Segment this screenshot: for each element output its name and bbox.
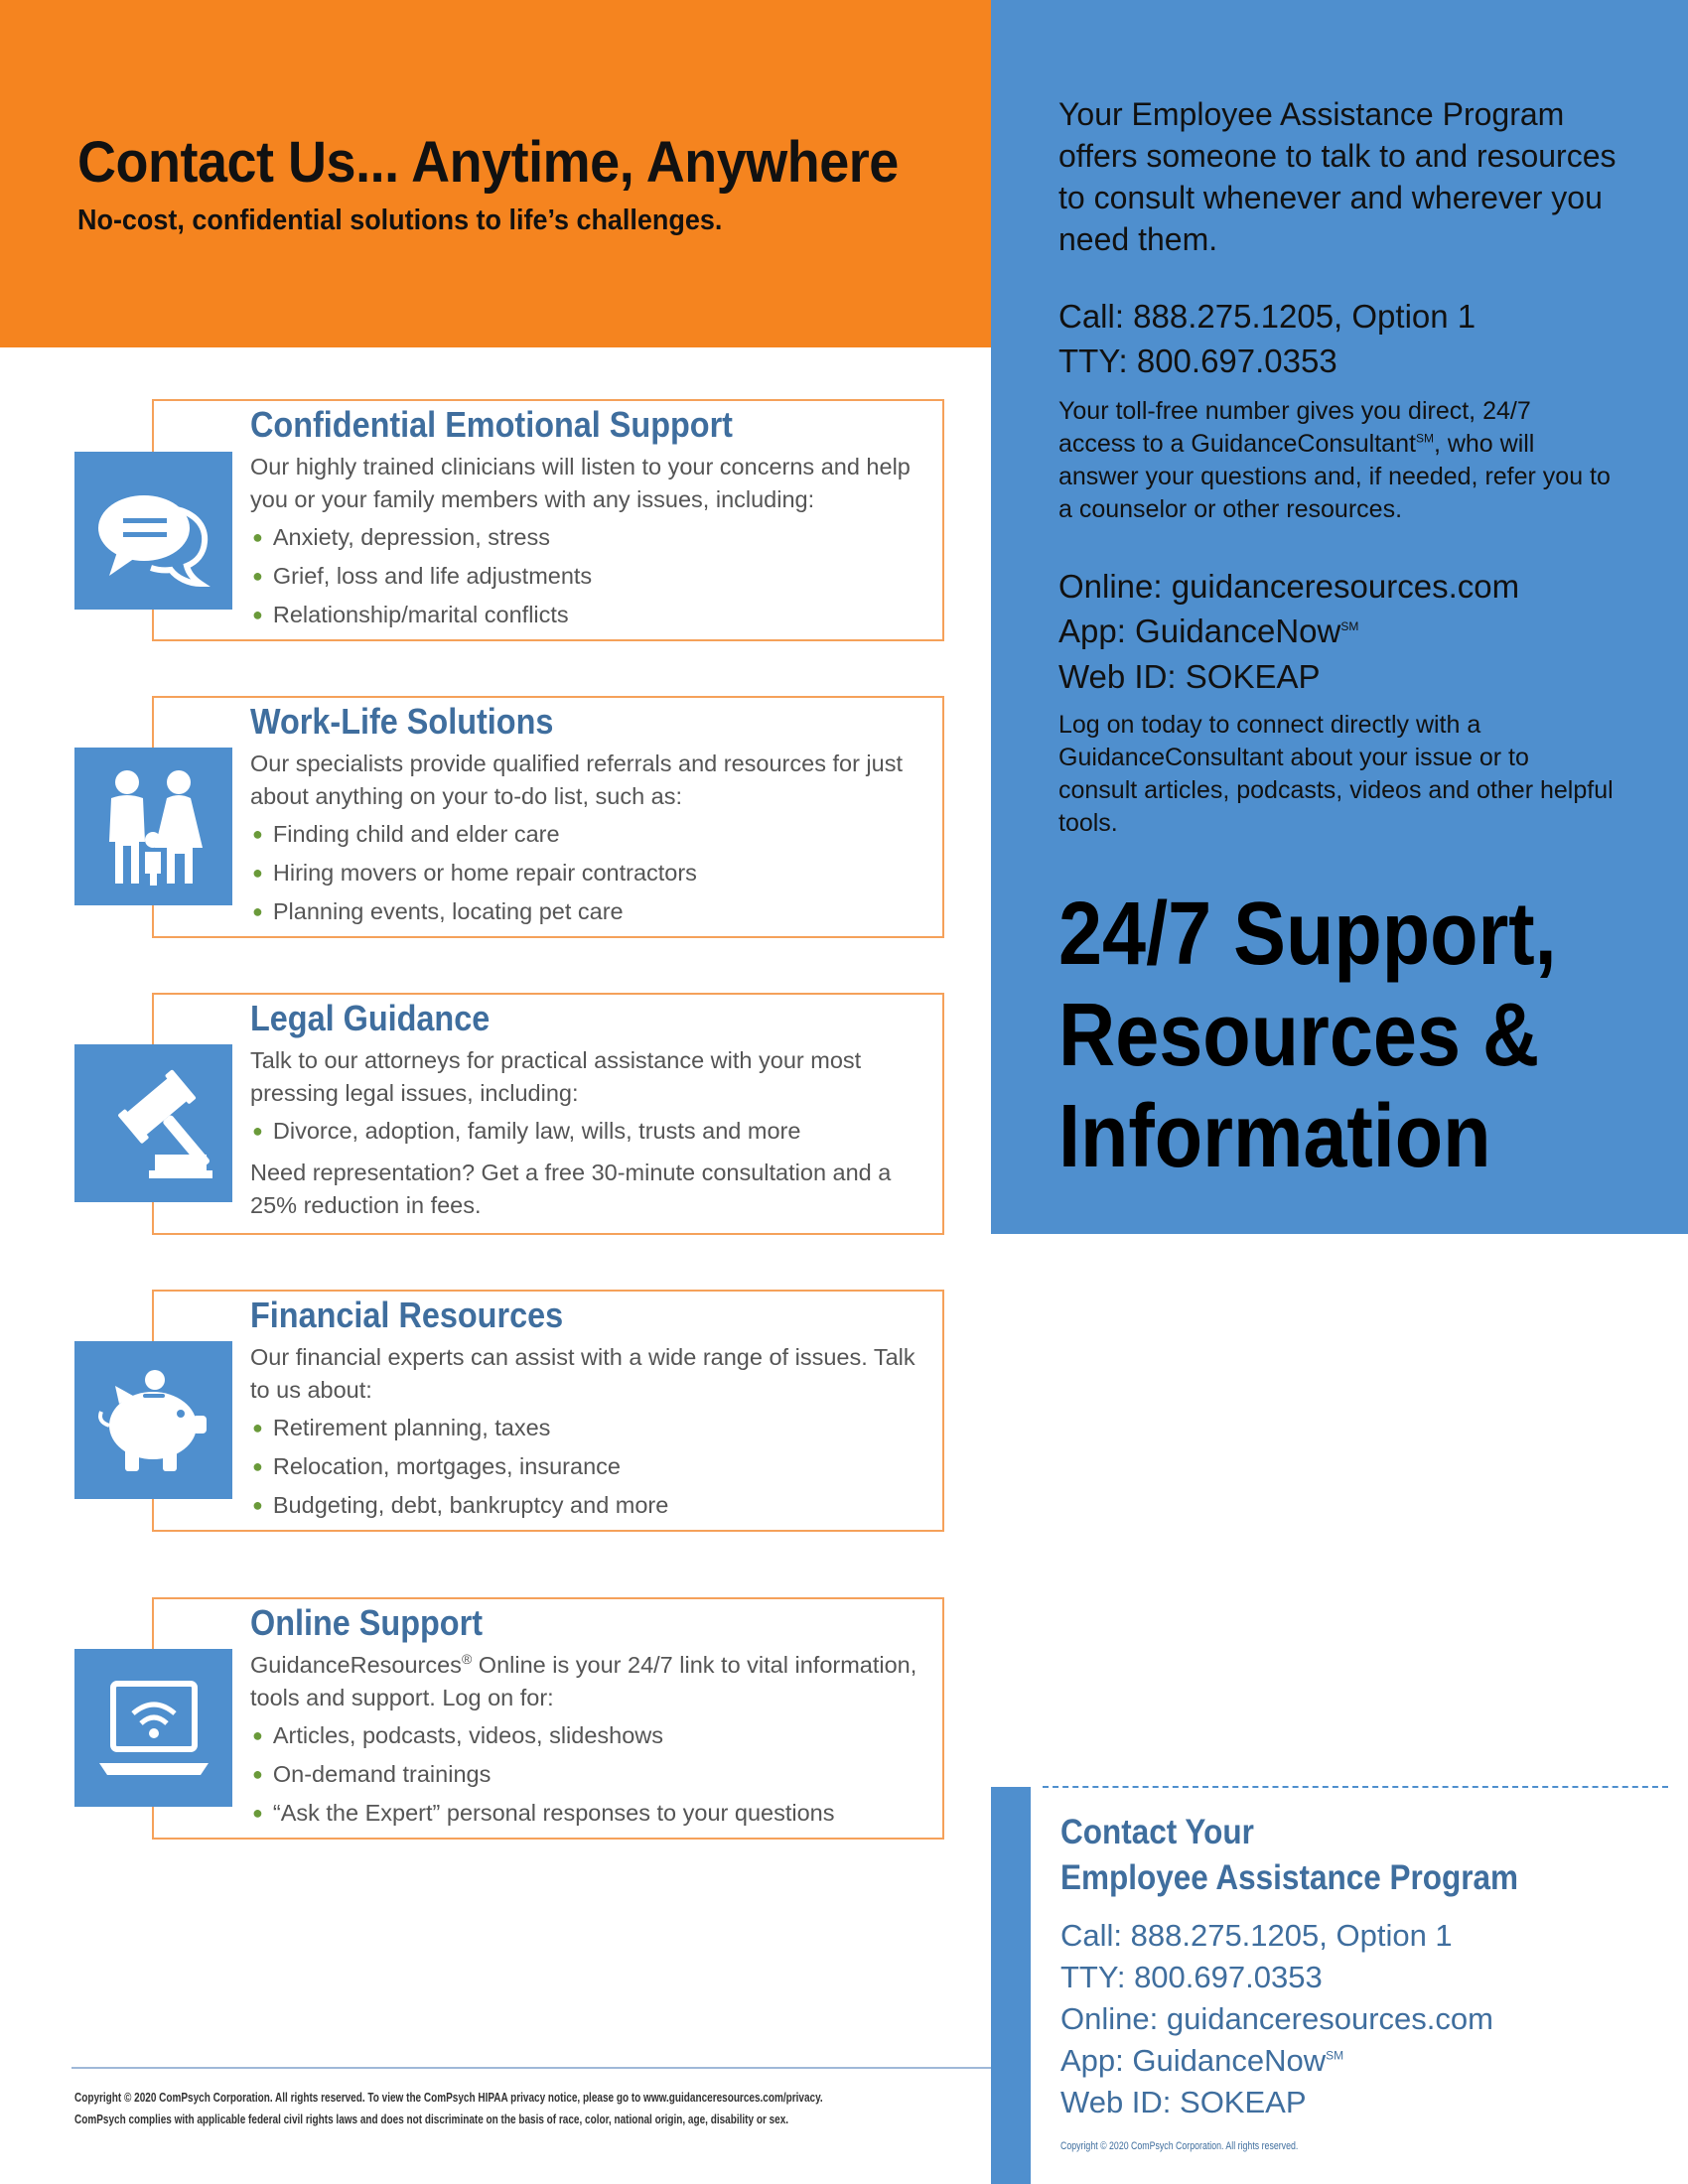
gavel-icon xyxy=(74,1044,232,1202)
info-headline: 24/7 Support, Resources & Information xyxy=(1058,885,1557,1186)
page-subtitle: No-cost, confidential solutions to life’s challenges. xyxy=(77,205,723,236)
list-item: ● Finding child and elder care xyxy=(252,821,560,847)
contact-title: Employee Assistance Program xyxy=(1060,1858,1519,1897)
footer-copyright: Copyright © 2020 ComPsych Corporation. All rights reserved. To view the ComPsych HIPAA privacy notice, please go to www.guidanceresources.com/privacy. xyxy=(74,2091,823,2105)
contact-copyright: Copyright © 2020 ComPsych Corporation. All rights reserved. xyxy=(1060,2140,1299,2152)
info-tty: TTY: 800.697.0353 xyxy=(1058,342,1337,379)
speech-bubbles-icon xyxy=(74,452,232,610)
page-title: Contact Us... Anytime, Anywhere xyxy=(77,130,899,195)
list-item: ● On-demand trainings xyxy=(252,1761,492,1787)
list-item: ● Planning events, locating pet care xyxy=(252,898,624,924)
info-call: Call: 888.275.1205, Option 1 xyxy=(1058,298,1477,335)
info-phone-description: Your toll-free number gives you direct, 24/7 access to a GuidanceConsultant℠, who will answer your questions and, if needed, refer you to a counselor or other resources. xyxy=(1058,397,1611,523)
service-description: Talk to our attorneys for practical assistance with your most pressing legal issues, including: xyxy=(250,1047,862,1106)
list-item: ● Relocation, mortgages, insurance xyxy=(252,1453,621,1479)
info-web-id: Web ID: SOKEAP xyxy=(1058,658,1321,695)
laptop-wifi-icon xyxy=(74,1649,232,1807)
contact-app[interactable]: App: GuidanceNow℠ xyxy=(1060,2043,1344,2078)
info-online-description: Log on today to connect directly with a GuidanceConsultant about your issue or to consult articles, podcasts, videos and other helpful tools. xyxy=(1058,711,1614,837)
list-item: ● Grief, loss and life adjustments xyxy=(252,563,593,589)
service-description: Our highly trained clinicians will listen to your concerns and help you or your family members with any issues, including: xyxy=(250,454,911,512)
contact-accent-bar xyxy=(991,1787,1031,2184)
service-description: Our specialists provide qualified referrals and resources for just about anything on your to-do list, such as: xyxy=(250,751,903,809)
info-intro: Your Employee Assistance Program offers someone to talk to and resources to consult whenever and wherever you need them. xyxy=(1058,96,1617,257)
service-title: Online Support xyxy=(250,1602,483,1643)
contact-online-link[interactable]: Online: guidanceresources.com xyxy=(1060,2001,1493,2036)
list-item: ● Retirement planning, taxes xyxy=(252,1415,551,1440)
footer-divider xyxy=(71,2067,991,2069)
list-item: ● Hiring movers or home repair contractors xyxy=(252,860,697,886)
list-item: ● Anxiety, depression, stress xyxy=(252,524,550,550)
contact-tty: TTY: 800.697.0353 xyxy=(1060,1960,1323,1994)
list-item: ● Relationship/marital conflicts xyxy=(252,602,569,627)
list-item: ● Articles, podcasts, videos, slideshows xyxy=(252,1722,664,1748)
contact-title: Contact Your xyxy=(1060,1813,1254,1851)
info-app[interactable]: App: GuidanceNow℠ xyxy=(1058,613,1359,649)
service-title: Legal Guidance xyxy=(250,998,491,1038)
info-online-link[interactable]: Online: guidanceresources.com xyxy=(1058,568,1520,605)
service-title: Work-Life Solutions xyxy=(250,701,554,742)
contact-web-id: Web ID: SOKEAP xyxy=(1060,2085,1307,2119)
piggy-bank-icon xyxy=(74,1341,232,1499)
cut-line xyxy=(1043,1786,1668,1788)
service-description: Our financial experts can assist with a wide range of issues. Talk to us about: xyxy=(250,1344,915,1403)
footer-nondiscrimination: ComPsych complies with applicable federal civil rights laws and does not discriminate on the basis of race, color, national origin, age, disability or sex. xyxy=(74,2113,789,2126)
service-title: Financial Resources xyxy=(250,1295,564,1335)
service-extra-note: Need representation? Get a free 30-minute consultation and a 25% reduction in fees. xyxy=(250,1160,892,1218)
service-title: Confidential Emotional Support xyxy=(250,404,733,445)
service-description: GuidanceResources® Online is your 24/7 link to vital information, tools and support. Log on for: xyxy=(250,1651,917,1710)
contact-call: Call: 888.275.1205, Option 1 xyxy=(1060,1918,1453,1953)
list-item: ● Divorce, adoption, family law, wills, trusts and more xyxy=(252,1118,801,1144)
list-item: ● Budgeting, debt, bankruptcy and more xyxy=(252,1492,669,1518)
family-icon xyxy=(74,748,232,905)
list-item: ● “Ask the Expert” personal responses to your questions xyxy=(252,1800,835,1826)
